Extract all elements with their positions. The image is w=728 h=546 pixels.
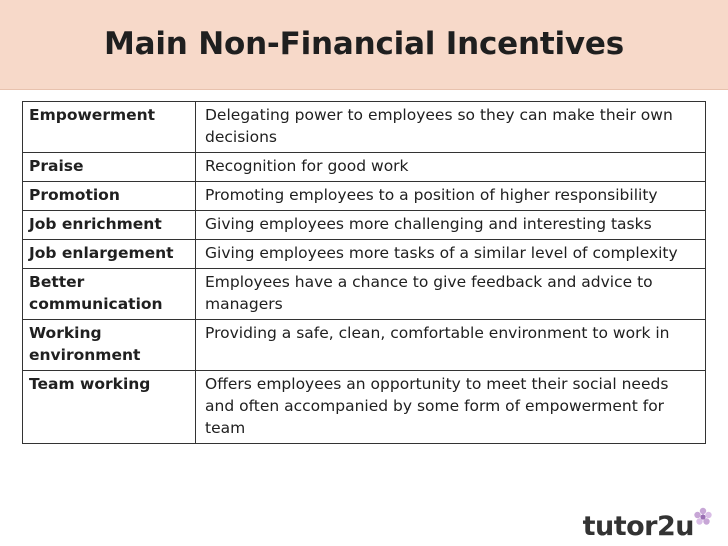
- row-term: Working environment: [23, 320, 196, 371]
- row-term: Job enrichment: [23, 211, 196, 240]
- page-title: Main Non-Financial Incentives: [103, 26, 625, 62]
- row-term: Team working: [23, 371, 196, 444]
- table-row: [23, 320, 706, 371]
- logo-text: tutor2u: [582, 511, 694, 542]
- table-row: [23, 269, 706, 320]
- table-row: [23, 153, 706, 182]
- row-term: Empowerment: [23, 102, 196, 153]
- row-definition: Employees have a chance to give feedback and advice to managers: [196, 269, 706, 320]
- row-definition: Delegating power to employees so they can make their own decisions: [196, 102, 706, 153]
- row-definition: Giving employees more tasks of a similar level of complexity: [196, 240, 706, 269]
- flower-icon: [692, 506, 714, 528]
- table-row: [23, 211, 706, 240]
- table-row: [23, 182, 706, 211]
- row-definition: Promoting employees to a position of higher responsibility: [196, 182, 706, 211]
- row-definition: Giving employees more challenging and interesting tasks: [196, 211, 706, 240]
- tutor2u-logo: [583, 512, 714, 542]
- table-row: [23, 240, 706, 269]
- incentives-table: [22, 101, 706, 444]
- row-definition: Offers employees an opportunity to meet their social needs and often accompanied by some form of empowerment for team: [196, 371, 706, 444]
- table-row: [23, 371, 706, 444]
- row-term: Job enlargement: [23, 240, 196, 269]
- table-row: [23, 102, 706, 153]
- row-definition: Providing a safe, clean, comfortable environment to work in: [196, 320, 706, 371]
- row-term: Better communication: [23, 269, 196, 320]
- row-term: Promotion: [23, 182, 196, 211]
- row-term: Praise: [23, 153, 196, 182]
- row-definition: Recognition for good work: [196, 153, 706, 182]
